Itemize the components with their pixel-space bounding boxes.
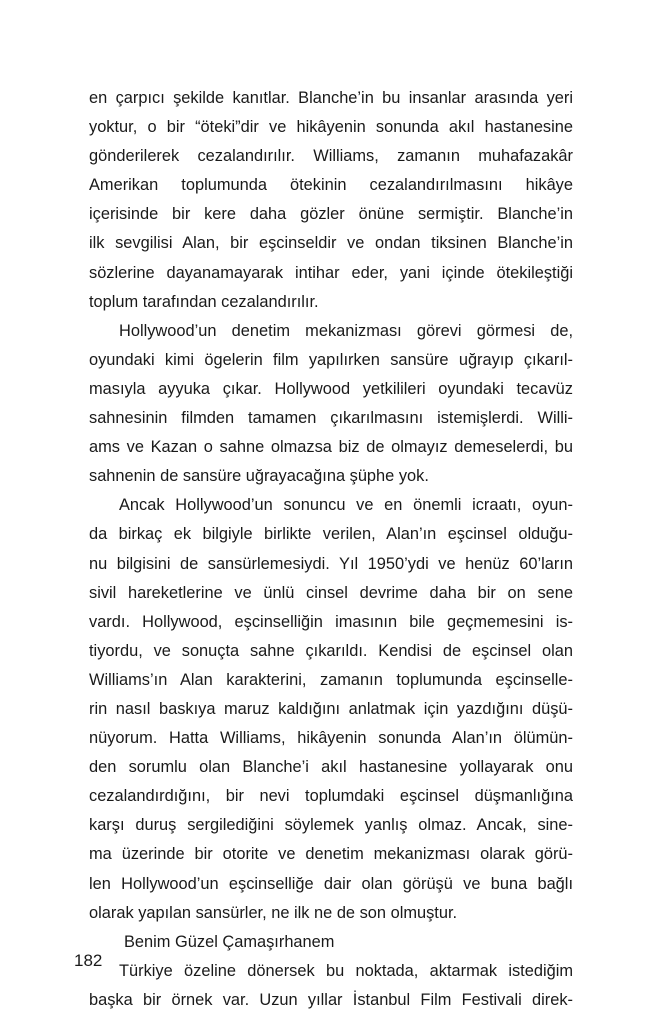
text-line: sözlerine dayanamayarak intihar eder, yani içinde ötekileştiği [89,263,573,282]
text-line: içerisinde bir kere daha gözler önüne sermiştir. Blanche’in [89,205,573,224]
text-line: ma üzerinde bir otorite ve denetim mekanizması olarak görü- [89,845,573,864]
text-line: masıyla ayyuka çıkar. Hollywood yetkilileri oyundaki tecavüz [89,379,573,398]
text-line: Türkiye özeline dönersek bu noktada, aktarmak istediğim [119,961,573,980]
text-line: Hollywood’un denetim mekanizması görevi görmesi de, [119,321,573,340]
paragraph-1 [89,84,573,317]
text-line: en çarpıcı şekilde kanıtlar. Blanche’in bu insanlar arasında yeri [89,89,573,107]
text-line: Williams’ın Alan karakterini, zamanın toplumunda eşcinselle- [89,670,573,689]
text-line: den sorumlu olan Blanche’i akıl hastanesine yollayarak onu [89,758,573,777]
paragraph-4 [89,957,573,1015]
text-line: rin nasıl baskıya maruz kaldığını anlatmak için yazdığını düşü- [89,699,573,718]
text-line: Ancak Hollywood’un sonuncu ve en önemli icraatı, oyun- [119,496,573,515]
paragraph-2 [89,317,573,492]
page-number: 182 [74,951,103,970]
text-line: oyundaki kimi ögelerin film yapılırken sansüre uğrayıp çıkarıl- [89,350,573,369]
text-line: tiyordu, ve sonuçta sahne çıkarıldı. Kendisi de eşcinsel olan [89,641,573,660]
text-line: olarak yapılan sansürler, ne ilk ne de son olmuştur. [89,903,458,922]
body-text [89,84,573,1015]
section-heading: Benim Güzel Çamaşırhanem [124,932,335,951]
text-line: nu bilgisini de sansürlemesiydi. Yıl 1950’ydi ve henüz 60’ların [89,554,573,573]
text-line: toplum tarafından cezalandırılır. [89,292,319,311]
text-line: da birkaç ek bilgiyle birlikte verilen, Alan’ın eşcinsel olduğu- [89,525,573,544]
text-line: sivil hareketlerine ve ünlü cinsel devrime daha bir on sene [89,583,573,602]
text-line: nüyorum. Hatta Williams, hikâyenin sonunda Alan’ın ölümün- [89,729,573,748]
text-line: ilk sevgilisi Alan, bir eşcinseldir ve ondan tiksinen Blanche’in [89,234,573,253]
text-line: vardı. Hollywood, eşcinselliğin imasının bile geçmemesini is- [89,612,573,631]
paragraph-3 [89,491,573,927]
text-line: Amerikan toplumunda ötekinin cezalandırılmasını hikâye [89,176,573,195]
text-line: len Hollywood’un eşcinselliğe dair olan görüşü ve buna bağlı [89,874,573,893]
text-line: sahnesinin filmden tamamen çıkarılmasını istemişlerdi. Willi- [89,409,573,428]
text-line: cezalandırdığını, bir nevi toplumdaki eşcinsel düşmanlığına [89,787,573,806]
text-line: başka bir örnek var. Uzun yıllar İstanbul Film Festivali direk- [89,990,573,1009]
text-line: sahnenin de sansüre uğrayacağına şüphe yok. [89,467,429,486]
text-line: ams ve Kazan o sahne olmazsa biz de olmayız demeselerdi, bu [89,438,573,457]
text-line: yoktur, o bir “öteki”dir ve hikâyenin sonunda akıl hastanesine [89,118,573,137]
text-line: gönderilerek cezalandırılır. Williams, zamanın muhafazakâr [89,147,573,166]
text-line: karşı duruş sergilediğini söylemek yanlış olmaz. Ancak, sine- [89,816,573,835]
